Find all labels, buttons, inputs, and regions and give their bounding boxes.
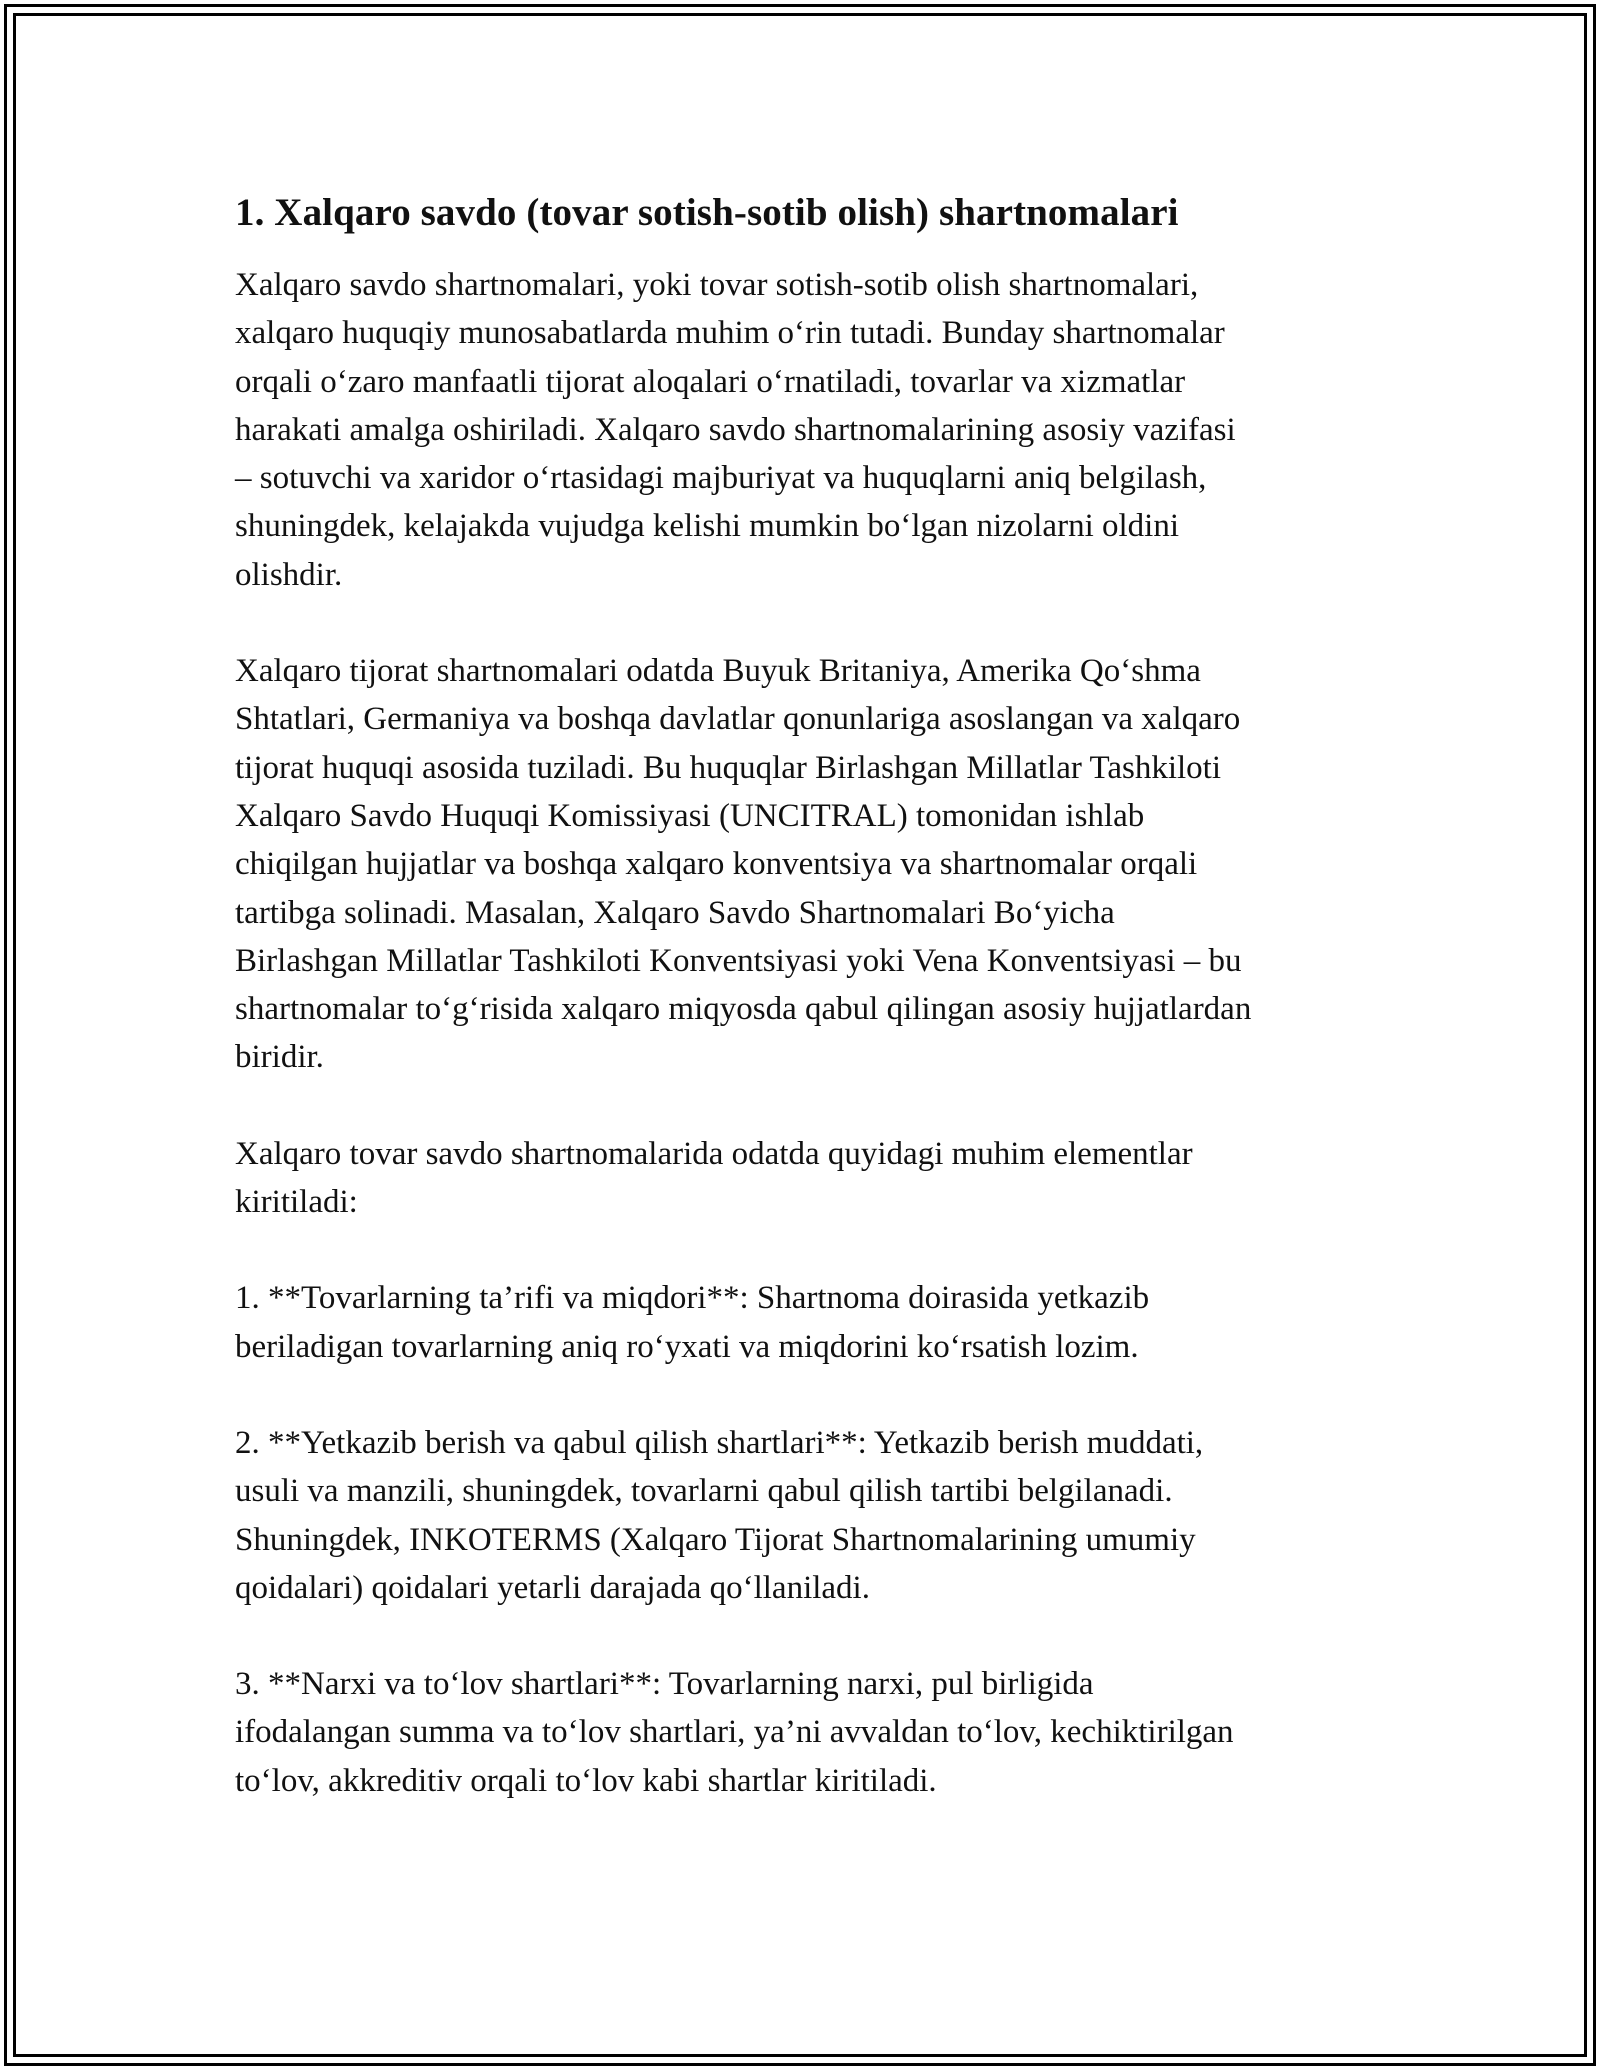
paragraph-elements-intro: Xalqaro tovar savdo shartnomalarida odatda quyidagi muhim elementlar kiritiladi: [235, 1135, 1193, 1221]
list-item-price-payment: 3. **Narxi va to‘lov shartlari**: Tovarlarning narxi, pul birligida ifodalangan summa va to‘lov shartlari, ya’ni avvaldan to‘lov, kechiktirilgan to‘lov, akkreditiv orqali to‘lov kabi shartlar kiritiladi. [235, 1666, 1234, 1799]
paragraph-legal-basis: Xalqaro tijorat shartnomalari odatda Buyuk Britaniya, Amerika Qo‘shma Shtatlari, Germaniya va boshqa davlatlar qonunlariga asoslangan va xalqaro tijorat huquqi asosida tuziladi. Bu huquqlar Birlashgan Millatlar Tashkiloti Xalqaro Savdo Huquqi Komissiyasi (UNCITRAL) tomonidan ishlab chiqilgan hujjatlar va boshqa xalqaro konventsiya va shartnomalar orqali tartibga solinadi. Masalan, Xalqaro Savdo Shartnomalari Bo‘yicha Birlashgan Millatlar Tashkiloti Konventsiyasi yoki Vena Konventsiyasi – bu shartnomalar to‘g‘risida xalqaro miqyosda qabul qilingan asosiy hujjatlardan biridir. [235, 653, 1252, 1076]
section-heading: 1. Xalqaro savdo (tovar sotish-sotib olish) shartnomalari [235, 191, 1179, 234]
paragraph-intro: Xalqaro savdo shartnomalari, yoki tovar sotish-sotib olish shartnomalari, xalqaro huquqiy munosabatlarda muhim o‘rin tutadi. Bunday shartnomalar orqali o‘zaro manfaatli tijorat aloqalari o‘rnatiladi, tovarlar va xizmatlar harakati amalga oshiriladi. Xalqaro savdo shartnomalarining asosiy vazifasi – sotuvchi va xaridor o‘rtasidagi majburiyat va huquqlarni aniq belgilash, shuningdek, kelajakda vujudga kelishi mumkin bo‘lgan nizolarni oldini olishdir. [235, 267, 1236, 593]
list-item-goods-description: 1. **Tovarlarning ta’rifi va miqdori**: Shartnoma doirasida yetkazib beriladigan tovarlarning aniq ro‘yxati va miqdorini ko‘rsatish lozim. [235, 1280, 1150, 1365]
list-item-delivery-terms: 2. **Yetkazib berish va qabul qilish shartlari**: Yetkazib berish muddati, usuli va manzili, shuningdek, tovarlarni qabul qilish tartibi belgilanadi. Shuningdek, INKOTERMS (Xalqaro Tijorat Shartnomalarining umumiy qoidalari) qoidalari yetarli darajada qo‘llaniladi. [235, 1424, 1204, 1606]
document-body [235, 185, 1395, 1853]
